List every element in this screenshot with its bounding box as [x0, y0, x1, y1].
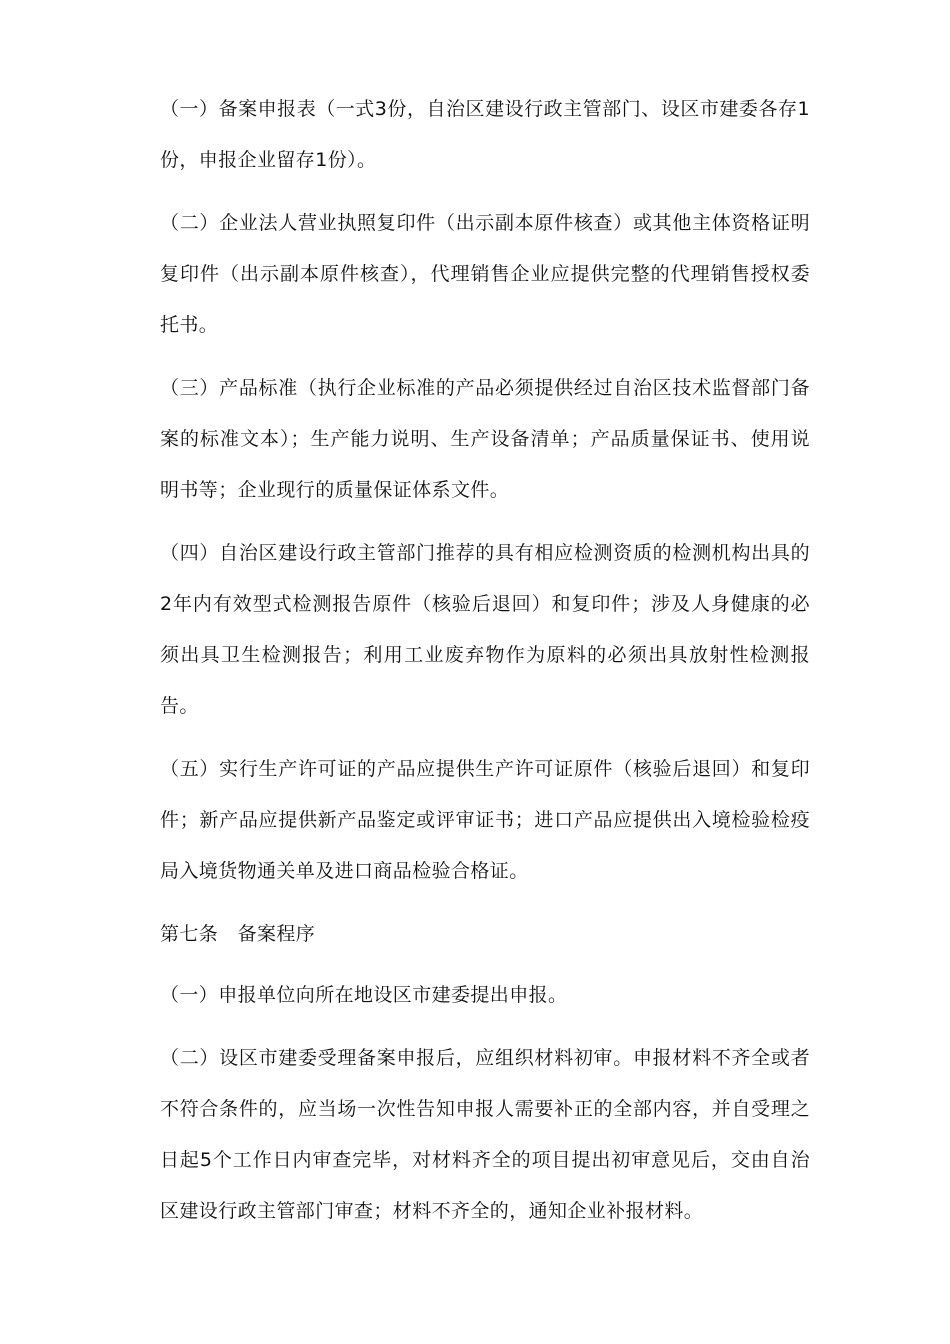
paragraph-item-3: （三）产品标准（执行企业标准的产品必须提供经过自治区技术监督部门备案的标准文本）；生产能力说明、生产设备清单；产品质量保证书、使用说明书等；企业现行的质量保证体系文件。	[160, 377, 810, 501]
section-heading: 第七条 备案程序	[160, 923, 316, 945]
paragraph-item-1: （一）备案申报表（一式3份，自治区建设行政主管部门、设区市建委各存1份，申报企业留存1份）。	[160, 98, 810, 171]
procedure-item-2: （二）设区市建委受理备案申报后，应组织材料初审。申报材料不齐全或者不符合条件的，应当场一次性告知申报人需要补正的全部内容，并自受理之日起5个工作日内审查完毕，对材料齐全的项目提出初审意见后，交由自治区建设行政主管部门审查；材料不齐全的，通知企业补报材料。	[160, 1047, 810, 1222]
document-body	[160, 84, 810, 1249]
procedure-item-1: （一）申报单位向所在地设区市建委提出申报。	[160, 984, 568, 1006]
paragraph-item-2: （二）企业法人营业执照复印件（出示副本原件核查）或其他主体资格证明复印件（出示副本原件核查），代理销售企业应提供完整的代理销售授权委托书。	[160, 212, 810, 336]
paragraph-item-4: （四）自治区建设行政主管部门推荐的具有相应检测资质的检测机构出具的2年内有效型式检测报告原件（核验后退回）和复印件；涉及人身健康的必须出具卫生检测报告；利用工业废弃物作为原料的必须出具放射性检测报告。	[160, 542, 810, 717]
paragraph-item-5: （五）实行生产许可证的产品应提供生产许可证原件（核验后退回）和复印件；新产品应提供新产品鉴定或评审证书；进口产品应提供出入境检验检疫局入境货物通关单及进口商品检验合格证。	[160, 758, 810, 882]
